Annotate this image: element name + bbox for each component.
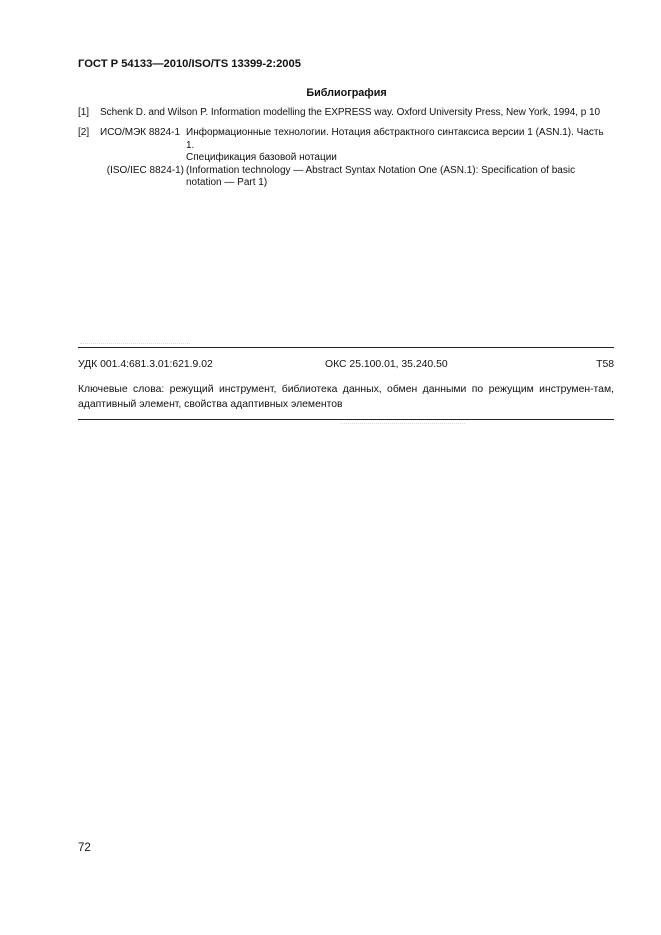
oks-code: ОКС 25.100.01, 35.240.50 — [325, 359, 448, 370]
bottom-divider — [78, 419, 614, 420]
entry-text: Информационные технологии. Нотация абстрактного синтаксиса версии 1 (ASN.1). Часть 1. — [186, 127, 604, 151]
entry-text: Schenk D. and Wilson P. Information modelling the EXPRESS way. Oxford University Press, New York, 1994, p 10 — [100, 107, 601, 118]
entry-number: [1] — [78, 107, 89, 118]
entry-standard-code: ИСО/МЭК 8824-1 — [100, 127, 181, 138]
classification-row — [78, 359, 614, 373]
keywords-paragraph: Ключевые слова: режущий инструмент, библиотека данных, обмен данными по режущим инструмен-там, адаптивный элемент, свойства адаптивных элементов — [78, 384, 614, 410]
page-header-standard: ГОСТ Р 54133—2010/ISO/TS 13399-2:2005 — [78, 58, 301, 70]
entry-number: [2] — [78, 127, 90, 138]
top-divider — [78, 347, 614, 348]
classification-group-code: Т58 — [596, 359, 614, 370]
entry-alt-standard-code: (ISO/IEC 8824-1) — [106, 164, 184, 176]
entry-text-continued: Спецификация базовой нотации — [186, 152, 337, 164]
entry-alt-text-continued: notation — Part 1) — [186, 177, 268, 189]
entry-alt-text: (Information technology — Abstract Syntax Notation One (ASN.1): Specification of basic — [186, 164, 576, 176]
bibliography-title: Библиография — [306, 87, 387, 99]
bibliography-entry — [78, 107, 600, 118]
bibliography-entry — [78, 127, 614, 190]
udk-code: УДК 001.4:681.3.01:621.9.02 — [78, 359, 213, 370]
page-number: 72 — [78, 842, 91, 854]
scan-artifact-line — [80, 343, 190, 344]
scan-artifact-line — [340, 423, 465, 424]
